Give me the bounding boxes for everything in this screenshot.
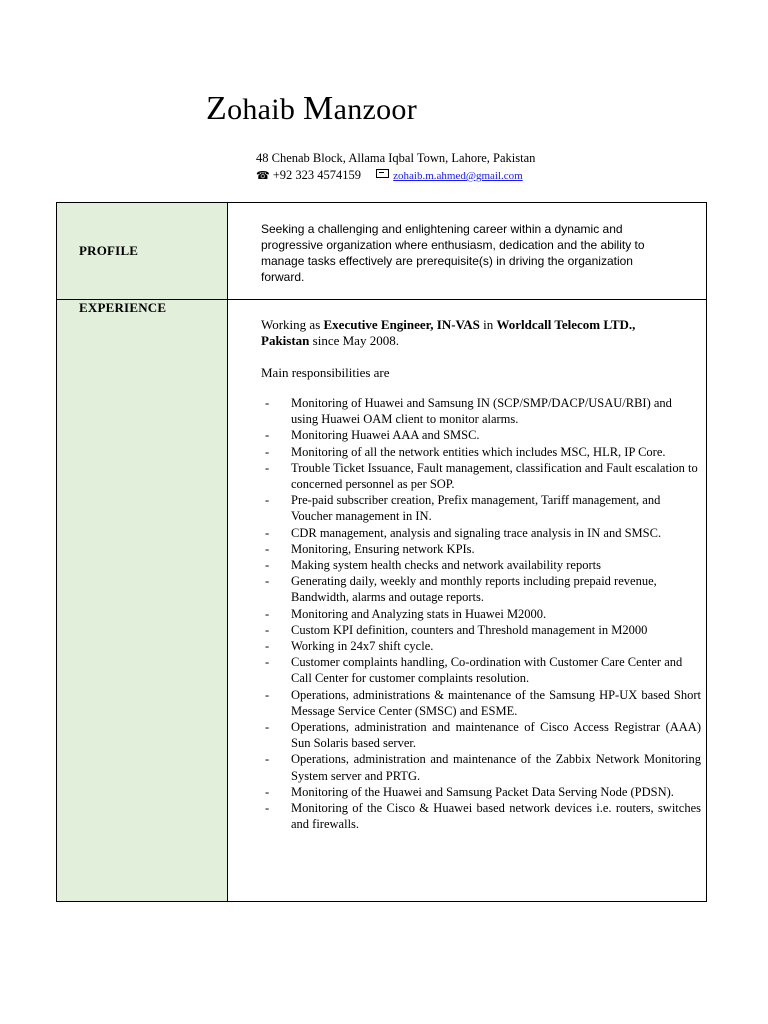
list-item: - Monitoring of all the network entities which includes MSC, HLR, IP Core. (265, 444, 666, 459)
list-item: - Operations, administration and maintenance of the Zabbix Network Monitoring System server and PRTG. (265, 752, 701, 783)
list-item: - Generating daily, weekly and monthly reports including prepaid revenue, Bandwidth, alarms and outage reports. (265, 574, 657, 605)
candidate-name: Zohaib Manzoor (206, 90, 417, 127)
job-title: Executive Engineer, IN-VAS (323, 317, 480, 332)
phone-icon: ☎ (256, 170, 270, 182)
responsibilities-heading: Main responsibilities are (261, 365, 390, 380)
list-item: - Monitoring of the Huawei and Samsung Packet Data Serving Node (PDSN). (265, 784, 674, 799)
address: 48 Chenab Block, Allama Iqbal Town, Lahore, Pakistan (256, 151, 536, 165)
list-item: - Monitoring of Huawei and Samsung IN (SCP/SMP/DACP/USAU/RBI) and using Huawei OAM client to monitor alarms. (265, 396, 672, 427)
list-item: - Operations, administration and maintenance of Cisco Access Registrar (AAA) Sun Solaris based server. (265, 720, 701, 751)
profile-text: Seeking a challenging and enlightening career within a dynamic and progressive organization where enthusiasm, dedication and the ability to manage tasks effectively are prerequisite(s) in driving the organization forward. (261, 222, 645, 284)
contact-line (256, 168, 523, 183)
list-item: - Pre-paid subscriber creation, Prefix management, Tariff management, and Voucher management in IN. (265, 493, 661, 524)
list-item: - CDR management, analysis and signaling trace analysis in IN and SMSC. (265, 525, 662, 540)
experience-intro: Working as Executive Engineer, IN-VAS in Worldcall Telecom LTD., Pakistan since May 2008. (261, 317, 636, 348)
email-link[interactable]: zohaib.m.ahmed@gmail.com (393, 170, 523, 182)
profile-label: PROFILE (79, 243, 139, 258)
phone-number: +92 323 4574159 (272, 168, 362, 182)
list-item: - Trouble Ticket Issuance, Fault management, classification and Fault escalation to concerned personnel as per SOP. (265, 460, 698, 492)
list-item: - Monitoring of the Cisco & Huawei based network devices i.e. routers, switches and firewalls. (265, 801, 701, 832)
list-item: - Monitoring, Ensuring network KPIs. (265, 541, 475, 556)
experience-content (261, 317, 701, 832)
list-item: - Monitoring and Analyzing stats in Huawei M2000. (265, 606, 547, 621)
list-item: - Operations, administrations & maintenance of the Samsung HP-UX based Short Message Service Center (SMSC) and ESME. (265, 687, 701, 718)
company-name: Worldcall Telecom LTD., Pakistan (261, 317, 636, 348)
responsibilities-list (261, 395, 701, 832)
cv-table (56, 202, 707, 902)
envelope-icon (376, 169, 389, 178)
list-item: - Customer complaints handling, Co-ordination with Customer Care Center and Call Center for customer complaints resolution. (265, 655, 683, 686)
list-item: - Monitoring Huawei AAA and SMSC. (265, 428, 480, 443)
list-item: - Custom KPI definition, counters and Threshold management in M2000 (265, 622, 648, 637)
experience-label: EXPERIENCE (79, 300, 167, 315)
list-item: - Making system health checks and network availability reports (265, 558, 601, 573)
list-item: - Working in 24x7 shift cycle. (265, 639, 434, 654)
